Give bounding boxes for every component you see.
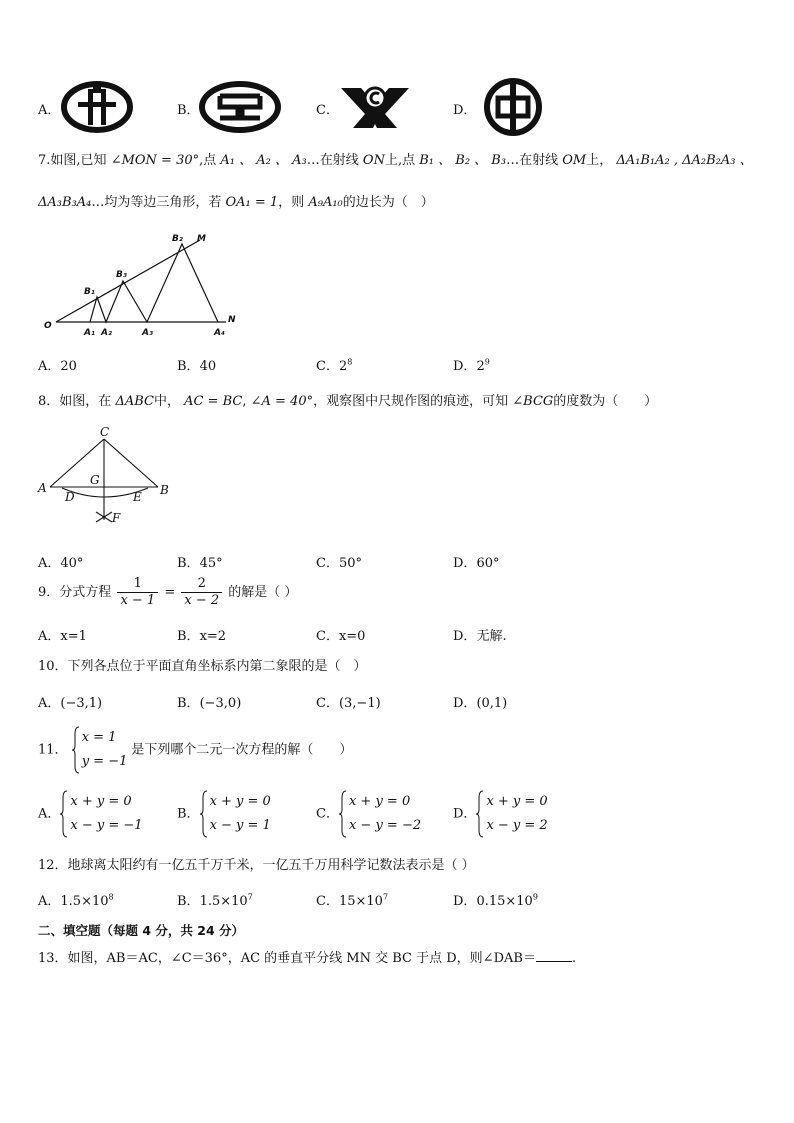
q8-option-b: B．45° [177,556,223,571]
q6-option-a-label: A． [38,103,61,118]
q7-label-a3: A₃ [142,328,153,338]
q11-option-c: C． x + y = 0 x − y = −2 [316,790,425,838]
q10-option-d: D．(0,1) [453,696,508,711]
q11-option-b: B． x + y = 0 x − y = 1 [177,790,275,838]
q11-option-d: D． x + y = 0 x − y = 2 [453,790,552,838]
section-2-title: 二、填空题（每题 4 分，共 24 分） [38,923,245,938]
q9-question: 9．分式方程 $\frac{1}{x - 1}$ = $\frac{2}{x - 2}$ 的解是（ ） [38,576,298,608]
q10-option-a: A．(−3,1) [38,696,103,711]
q7-label-b3: B₃ [116,270,127,280]
agricultural-bank-logo [60,80,134,134]
q9-option-c: C．x=0 [316,629,366,644]
q7-option-a: A．20 [38,359,77,374]
q6-option-b-label: B． [177,103,200,118]
q12-option-c: C．$15\times 10^7$ [316,892,389,909]
q7-label-b2: B₂ [172,234,183,244]
q7-label-b1: B₁ [84,287,95,297]
q8-label-f: F [112,511,121,525]
q8-label-c: C [100,425,110,439]
q11-system: x = 1 y = −1 [72,726,128,774]
q9-fraction-2: $\frac{2}{x - 2}$ [181,576,222,609]
q10-option-b: B．(−3,0) [177,696,242,711]
q9-option-d: D．无解. [453,629,507,644]
q8-question: 8．如图，在 ΔABC中， AC = BC, ∠A = 40°，观察图中尺规作图的痕迹，可知 ∠BCG的度数为（ ） [38,394,658,409]
q13-question: 13．如图，AB＝AC，∠C＝36°，AC 的垂直平分线 MN 交 BC 于点 D，则∠DAB＝ . [38,951,577,966]
bank-of-china-logo [476,78,550,136]
q8-label-e: E [133,490,142,504]
q7-label-a2: A₂ [101,328,112,338]
q7-line2: ΔA₃B₃A₄…均为等边三角形，若 OA₁ = 1，则 A₉A₁₀的边长为（ ） [38,195,434,210]
q7-label-m: M [197,234,206,244]
q7-label-o: O [44,321,52,331]
q12-question: 12．地球离太阳约有一亿五千万千米，一亿五千万用科学记数法表示是（ ） [38,858,475,873]
q9-fraction-1: $\frac{1}{x - 1}$ [117,576,158,609]
q7-option-b: B．40 [177,359,217,374]
q8-option-d: D．60° [453,556,500,571]
q8-figure [36,424,176,536]
q9-option-b: B．x=2 [177,629,227,644]
q10-question: 10．下列各点位于平面直角坐标系内第二象限的是（ ） [38,659,367,674]
q9-option-a: A．x=1 [38,629,87,644]
q7-option-c: C．$2^8$ [316,357,353,374]
q7-label-a4: A₄ [214,328,225,338]
q7-label-n: N [228,315,236,325]
q8-label-d: D [65,490,75,504]
q11-option-a: A． x + y = 0 x − y = −1 [38,790,147,838]
q8-option-c: C．50° [316,556,362,571]
q8-label-a: A [38,481,47,495]
q7-option-d: D．$2^9$ [453,357,490,374]
q13-answer-blank [536,949,572,962]
q6-option-c-label: C． [316,103,339,118]
q11-question: 11． x = 1 y = −1 是下列哪个二元一次方程的解（ ） [38,726,352,774]
q10-option-c: C．(3,−1) [316,696,381,711]
q7-label-a1: A₁ [84,328,95,338]
q12-option-b: B．$1.5\times 10^7$ [177,892,253,909]
q8-label-b: B [160,483,169,497]
industrial-commercial-bank-logo [337,78,413,134]
q12-option-d: D．$0.15\times 10^9$ [453,892,538,909]
q7-line1: 7.如图,已知 ∠MON = 30°,点 A₁ 、 A₂ 、 A₃…在射线 ON上,点 B₁ 、 B₂ 、 B₃…在射线 OM上， ΔA₁B₁A₂ , ΔA₂B₂A₃ 、 [38,153,753,168]
q12-option-a: A．$1.5\times 10^8$ [38,892,114,909]
q7-figure [40,226,260,338]
q8-option-a: A．40° [38,556,84,571]
q6-option-d-label: D． [453,103,477,118]
q8-label-g: G [90,473,100,487]
construction-bank-logo [198,80,282,134]
